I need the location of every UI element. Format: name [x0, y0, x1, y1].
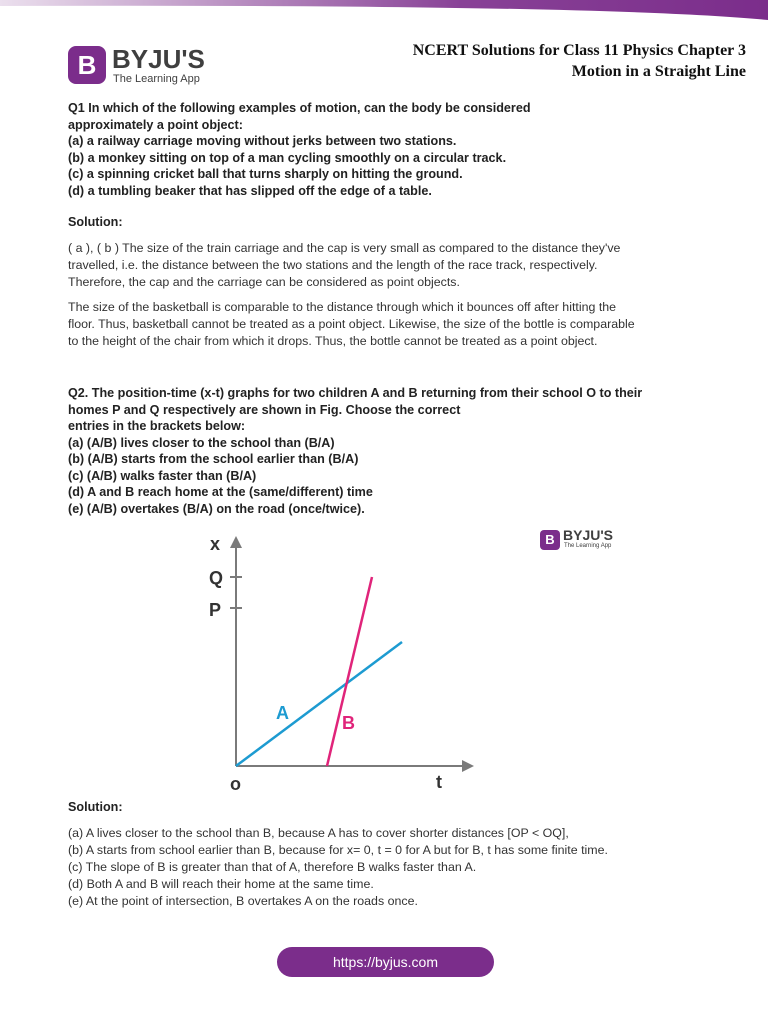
q2-option-b: (b) (A/B) starts from the school earlier than (B/A)	[68, 452, 359, 466]
line-b	[327, 577, 372, 766]
text-line: to the height of the chair from which it drops. Thus, the bottle cannot be treated as a point object.	[68, 334, 598, 348]
byjus-logo-mark: B	[68, 46, 106, 84]
document-title-line2: Motion in a Straight Line	[571, 63, 746, 80]
document-title-line1: NCERT Solutions for Class 11 Physics Chapter 3	[412, 42, 746, 59]
y-axis-label: x	[210, 534, 221, 554]
text-line: floor. Thus, basketball cannot be treated as a point object. Likewise, the size of the bottle is comparable	[68, 317, 635, 331]
q2-solution-d: (d) Both A and B will reach their home at the same time.	[68, 877, 374, 891]
q1-line: approximately a point object:	[68, 117, 243, 132]
q2-solution-label: Solution:	[68, 800, 123, 814]
origin-label: o	[230, 774, 241, 794]
text-line: The size of the basketball is comparable to the distance through which it bounces off after hitting the	[68, 300, 617, 314]
tick-p-label: P	[209, 600, 222, 620]
x-axis-label: t	[436, 772, 442, 792]
byjus-watermark-mark: B	[540, 530, 560, 550]
q2-line: homes P and Q respectively are shown in Fig. Choose the correct	[68, 402, 461, 417]
x-axis-arrow	[462, 760, 474, 772]
q1-solution-label: Solution:	[68, 215, 123, 229]
q1-option-b: (b) a monkey sitting on top of a man cycling smoothly on a circular track.	[68, 150, 507, 165]
byjus-watermark-name: BYJU'S	[563, 527, 614, 543]
q2-solution-b: (b) A starts from school earlier than B, because for x= 0, t = 0 for A but for B, t has some finite time.	[68, 843, 608, 857]
top-banner	[0, 0, 768, 20]
y-axis-arrow	[230, 536, 242, 548]
footer-url-link[interactable]	[277, 947, 494, 977]
q2-solution-e: (e) At the point of intersection, B overtakes A on the roads once.	[68, 894, 418, 908]
line-a-label: A	[276, 703, 289, 723]
q1-solution-paragraph-2	[68, 299, 708, 350]
q1-option-d: (d) a tumbling beaker that has slipped off the edge of a table.	[68, 183, 432, 198]
text-line: Therefore, the cap and the carriage can be considered as point objects.	[68, 275, 460, 289]
line-a	[236, 642, 402, 766]
q1-solution-paragraph-1	[68, 240, 708, 291]
q2-option-a: (a) (A/B) lives closer to the school than (B/A)	[68, 435, 335, 450]
byjus-logo-name: BYJU'S	[112, 44, 205, 74]
position-time-graph	[196, 530, 486, 800]
q1-option-a: (a) a railway carriage moving without jerks between two stations.	[68, 134, 457, 148]
q1-option-c: (c) a spinning cricket ball that turns sharply on hitting the ground.	[68, 167, 463, 181]
footer-url-text: https://byjus.com	[332, 954, 439, 970]
q1-line: Q1 In which of the following examples of motion, can the body be considered	[68, 101, 531, 115]
text-line: travelled, i.e. the distance between the two stations and the length of the race track, respectively.	[68, 258, 598, 272]
document-title	[413, 40, 746, 82]
q2-solution-c: (c) The slope of B is greater than that of A, therefore B walks faster than A.	[68, 860, 477, 874]
q2-line: entries in the brackets below:	[68, 419, 246, 433]
q2-solution-a: (a) A lives closer to the school than B, because A has to cover shorter distances [OP < OQ],	[68, 826, 569, 840]
byjus-logo-tagline: The Learning App	[113, 73, 200, 85]
byjus-watermark-logo	[540, 528, 650, 554]
line-b-label: B	[342, 713, 355, 733]
question-1	[68, 100, 718, 199]
q2-line: Q2. The position-time (x-t) graphs for two children A and B returning from their school O to their	[68, 386, 643, 400]
q2-option-c: (c) (A/B) walks faster than (B/A)	[68, 468, 257, 483]
byjus-watermark-tagline: The Learning App	[564, 543, 612, 549]
tick-q-label: Q	[209, 568, 224, 588]
byjus-logo	[68, 46, 228, 88]
question-2	[68, 385, 718, 517]
q2-option-e: (e) (A/B) overtakes (B/A) on the road (once/twice).	[68, 501, 365, 516]
text-line: ( a ), ( b ) The size of the train carriage and the cap is very small as compared to the distance they've	[68, 241, 621, 255]
q2-option-d: (d) A and B reach home at the (same/different) time	[68, 485, 373, 499]
q2-solution	[68, 825, 708, 910]
